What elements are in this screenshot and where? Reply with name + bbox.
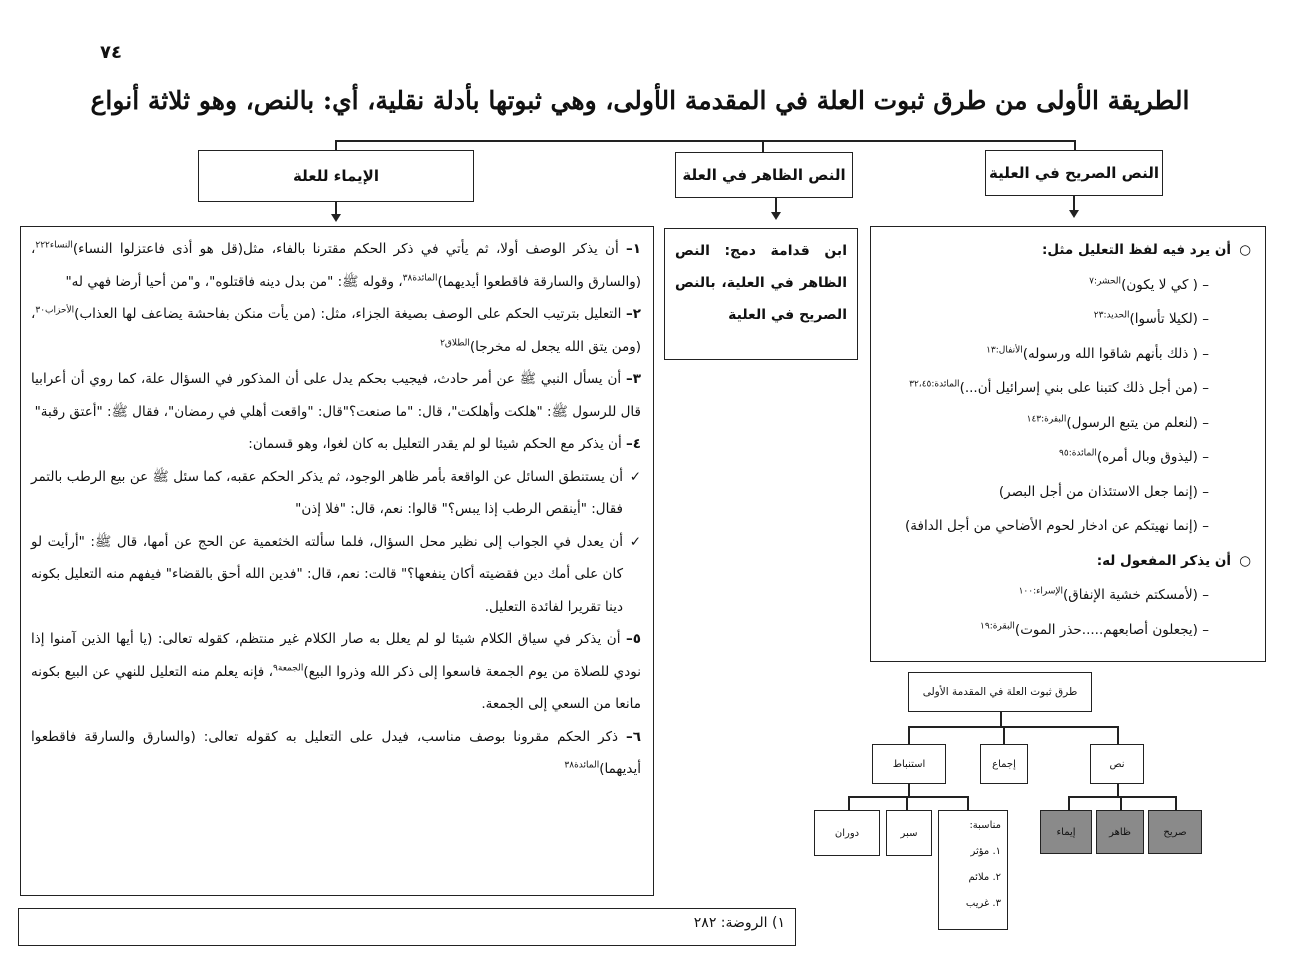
item-ref: المائدة٣٨ (402, 273, 438, 283)
example-text: ( كي لا يكون) (1121, 276, 1198, 293)
item-ref: الأحزاب٣٠ (35, 305, 75, 316)
dash-icon: – (1202, 276, 1209, 293)
item-text: أن يذكر مع الحكم شيئا لو لم يقدر التعليل به كان لغوا، وهو قسمان: (248, 436, 622, 452)
dash-icon: – (1202, 518, 1209, 534)
mini-istinbat-label: استنباط (892, 758, 926, 770)
explicit-example-item (881, 371, 1251, 406)
example-text: (لأمسكتم خشية الإنفاق) (1063, 587, 1198, 603)
footnote-box (18, 908, 796, 946)
arrow-apparent-stem (775, 198, 777, 212)
explicit-example-item (881, 440, 1251, 475)
mini-munasaba-item-3: ٣. غريب (965, 898, 1001, 909)
item-number: ٤– (626, 436, 641, 452)
item-ref: الطلاق٢ (440, 338, 470, 348)
page-number: ٧٤ (100, 42, 122, 63)
allusion-item (31, 233, 641, 298)
dash-icon: – (1202, 414, 1209, 431)
example-text: ( ذلك بأنهم شاقوا الله ورسوله) (1022, 345, 1198, 362)
apparent-content-box (664, 228, 858, 360)
explicit-example-item (881, 302, 1251, 337)
explicit-head-1 (881, 233, 1251, 268)
example-text: (يجعلون أصابعهم.....حذر الموت) (1014, 621, 1198, 638)
explicit-examples-list-1 (881, 268, 1251, 544)
mini-munasaba-box (938, 810, 1008, 930)
checkmark-icon: ✓ (629, 468, 641, 485)
example-ref: الأنفال:١٣ (986, 345, 1023, 355)
type-explicit-box (985, 150, 1163, 196)
dash-icon: – (1202, 587, 1209, 603)
explicit-example-item (881, 337, 1251, 372)
allusion-content-box (20, 226, 654, 896)
mini-istinbat-drop-sabr (906, 796, 908, 810)
arrow-allusion-head (331, 214, 341, 222)
item-text-2: ، فإنه يعلم منه التعليل للنهي عن البيع بكونه مانعا من السعي إلى الجمعة. (31, 663, 641, 712)
mini-root-label: طرق ثبوت العلة في المقدمة الأولى (922, 686, 1078, 698)
item-number: ٣– (626, 371, 642, 387)
mini-zahir-box (1096, 810, 1144, 854)
mini-istinbat-drop-dawaran (848, 796, 850, 810)
dash-icon: – (1202, 345, 1209, 362)
dash-icon: – (1202, 483, 1209, 500)
example-text: (لنعلم من يتبع الرسول) (1066, 414, 1198, 431)
mini-nass-drop-zahir (1120, 796, 1122, 810)
mini-sarih-label: صريح (1163, 826, 1187, 838)
mini-istinbat-stem (908, 784, 910, 796)
mini-l1-drop-nass (1117, 726, 1119, 744)
explicit-content-box (870, 226, 1266, 662)
mini-l1-drop-ijma (1003, 726, 1005, 744)
example-text: (من أجل ذلك كتبنا على بني إسرائيل أن...) (959, 380, 1198, 396)
arrow-explicit-stem (1073, 196, 1075, 210)
item-ref: النساء٢٢٢ (35, 240, 73, 251)
circle-bullet-icon: ○ (1239, 552, 1251, 569)
mini-istinbat-box (872, 744, 946, 784)
subitem-text: أن يستنطق السائل عن الواقعة بأمر ظاهر الوجود، ثم يذكر الحكم عقبه، كما سئل ﷺ عن بيع الرطب بالتمر فقال: "أينقص الرطب إذا يبس؟" قالوا: نعم، قال: "فلا إذن" (31, 468, 623, 517)
mini-nass-label: نص (1109, 758, 1125, 770)
type-allusion-box (198, 150, 474, 202)
dash-icon: – (1202, 311, 1209, 327)
example-ref: المائدة:٩٥ (1059, 448, 1097, 459)
allusion-item (31, 623, 641, 721)
mini-dawaran-box (814, 810, 880, 856)
mini-munasaba-label: مناسبة: (969, 820, 1001, 831)
mini-root-box (908, 672, 1092, 712)
explicit-example-item (881, 509, 1251, 544)
example-ref: الحشر:٧ (1089, 276, 1122, 286)
type-allusion-label: الإيماء للعلة (293, 167, 379, 185)
example-text: (ليذوق وبال أمره) (1096, 449, 1198, 465)
explicit-example-item (881, 268, 1251, 303)
item-text: أن يذكر الوصف أولا، ثم يأتي في ذكر الحكم مقترنا بالفاء، مثل(قل هو أذى فاعتزلوا النساء) (72, 241, 619, 257)
example-ref: الحديد:٢٣ (1093, 310, 1130, 321)
item-ref: الجمعة٩ (273, 663, 304, 673)
mini-level1-bar (908, 726, 1118, 728)
type-explicit-label: النص الصريح في العلية (989, 164, 1159, 182)
mini-root-stem (1000, 712, 1002, 726)
example-text: (إنما نهيتكم عن ادخار لحوم الأضاحي من أجل الدافة) (905, 518, 1198, 534)
mini-ijma-box (980, 744, 1028, 784)
circle-bullet-icon: ○ (1239, 242, 1251, 258)
subitem-text: أن يعدل في الجواب إلى نظير محل السؤال، فلما سألته الخثعمية عن الحج عن أمها، قال ﷺ: "أرأيت لو كان على أمك دين فقضيته أكان ينفعها؟" قالت: نعم، قال: "فدين الله أحق بالقضاء" فيفهم منه التعليل بكونه دينا تقريرا لفائدة التعليل. (31, 533, 623, 615)
allusion-subitem (31, 526, 641, 624)
explicit-example-item (881, 406, 1251, 441)
mini-nass-drop-ima (1068, 796, 1070, 810)
type-apparent-box (675, 152, 853, 198)
item-ref: المائدة٣٨ (564, 760, 600, 771)
mini-nass-stem (1117, 784, 1119, 796)
item-number: ١– (626, 241, 642, 257)
dash-icon: – (1202, 621, 1209, 638)
mini-munasaba-item-1: ١. مؤثر (970, 846, 1001, 857)
mini-istinbat-drop-munasaba (967, 796, 969, 810)
mini-ima-label: إيماء (1056, 826, 1076, 838)
mini-ima-box (1040, 810, 1092, 854)
explicit-example-item (881, 578, 1251, 613)
explicit-example-item (881, 613, 1251, 648)
item-text-2: ، (والسارق والسارقة فاقطعوا أيديهما) (31, 241, 641, 290)
allusion-item (31, 721, 641, 786)
connector-drop-apparent (762, 140, 764, 152)
item-text-2: ، (ومن يتق الله يجعل له مخرجا) (31, 306, 641, 355)
mini-istinbat-bar (848, 796, 968, 798)
explicit-examples-list-2 (881, 578, 1251, 647)
mini-nass-box (1090, 744, 1144, 784)
apparent-text: ابن قدامة دمج: النص الظاهر في العلية، بالنص الصريح في العلية (675, 243, 847, 323)
mini-dawaran-label: دوران (834, 827, 860, 839)
example-text: (إنما جعل الاستئذان من أجل البصر) (998, 483, 1198, 500)
footnote-text: ١) الروضة: ٢٨٢ (693, 915, 785, 931)
mini-munasaba-item-2: ٢. ملائم (968, 872, 1001, 883)
item-number: ٥– (626, 631, 641, 647)
connector-top-horizontal (335, 140, 1075, 142)
arrow-allusion-stem (335, 202, 337, 214)
example-ref: الإسراء:١٠٠ (1018, 586, 1064, 597)
allusion-subitem (31, 461, 641, 526)
item-text: ذكر الحكم مقرونا بوصف مناسب، فيدل على التعليل به كقوله تعالى: (والسارق والسارقة فاقطعوا أيديهما) (31, 728, 641, 777)
page-title: الطريقة الأولى من طرق ثبوت العلة في المقدمة الأولى، وهي ثبوتها بأدلة نقلية، أي: بالنص، وهو ثلاثة أنواع (90, 86, 1190, 115)
arrow-apparent-head (771, 212, 781, 220)
mini-zahir-label: ظاهر (1109, 826, 1131, 838)
allusion-item (31, 298, 641, 363)
arrow-explicit-head (1069, 210, 1079, 218)
item-text: أن يسأل النبي ﷺ عن أمر حادث، فيجيب بحكم يدل على أن المذكور في السؤال علة، كما روي أن أعرابيا قال للرسول ﷺ: "هلكت وأهلكت"، قال: "ما صنعت؟"قال: "واقعت أهلي في رمضان"، فقال ﷺ: "أعتق رقبة" (31, 371, 641, 420)
item-number: ٢– (626, 306, 641, 322)
example-ref: المائدة:٣٢،٤٥ (909, 379, 960, 390)
dash-icon: – (1202, 449, 1209, 465)
item-text: التعليل بترتيب الحكم على الوصف بصيغة الجزاء، مثل: (من يأت منكن بفاحشة يضاعف لها العذاب) (74, 306, 622, 322)
mini-sabr-label: سبر (900, 827, 918, 839)
mini-sarih-box (1148, 810, 1202, 854)
item-number: ٦– (626, 728, 641, 745)
type-apparent-label: النص الظاهر في العلة (682, 166, 846, 184)
item-text: أن يذكر في سياق الكلام شيئا لو لم يعلل به صار الكلام غير منتظم، كقوله تعالى: (يا أيها الذين آمنوا إذا نودي للصلاة من يوم الجمعة فاسعوا إلى ذكر الله وذروا البيع) (31, 631, 641, 680)
mini-l1-drop-istinbat (908, 726, 910, 744)
mini-sabr-box (886, 810, 932, 856)
dash-icon: – (1202, 380, 1209, 396)
example-ref: البقرة:١٩ (980, 621, 1015, 631)
explicit-head-2-text: أن يذكر المفعول له: (1096, 552, 1231, 569)
explicit-example-item (881, 475, 1251, 510)
mini-nass-bar (1068, 796, 1176, 798)
mini-nass-drop-sarih (1175, 796, 1177, 810)
allusion-item (31, 363, 641, 428)
explicit-head-1-text: أن يرد فيه لفظ التعليل مثل: (1041, 242, 1231, 258)
allusion-item (31, 428, 641, 461)
mini-ijma-label: إجماع (992, 758, 1016, 770)
connector-drop-allusion (335, 140, 337, 150)
connector-drop-explicit (1074, 140, 1076, 150)
example-text: (لكيلا تأسوا) (1129, 311, 1198, 327)
checkmark-icon: ✓ (629, 533, 641, 550)
explicit-head-2 (881, 544, 1251, 579)
example-ref: البقرة:١٤٣ (1026, 414, 1067, 424)
item-text-3: ، وقوله ﷺ: "من بدل دينه فاقتلوه"، و"من أحيا أرضا فهي له" (65, 273, 403, 290)
